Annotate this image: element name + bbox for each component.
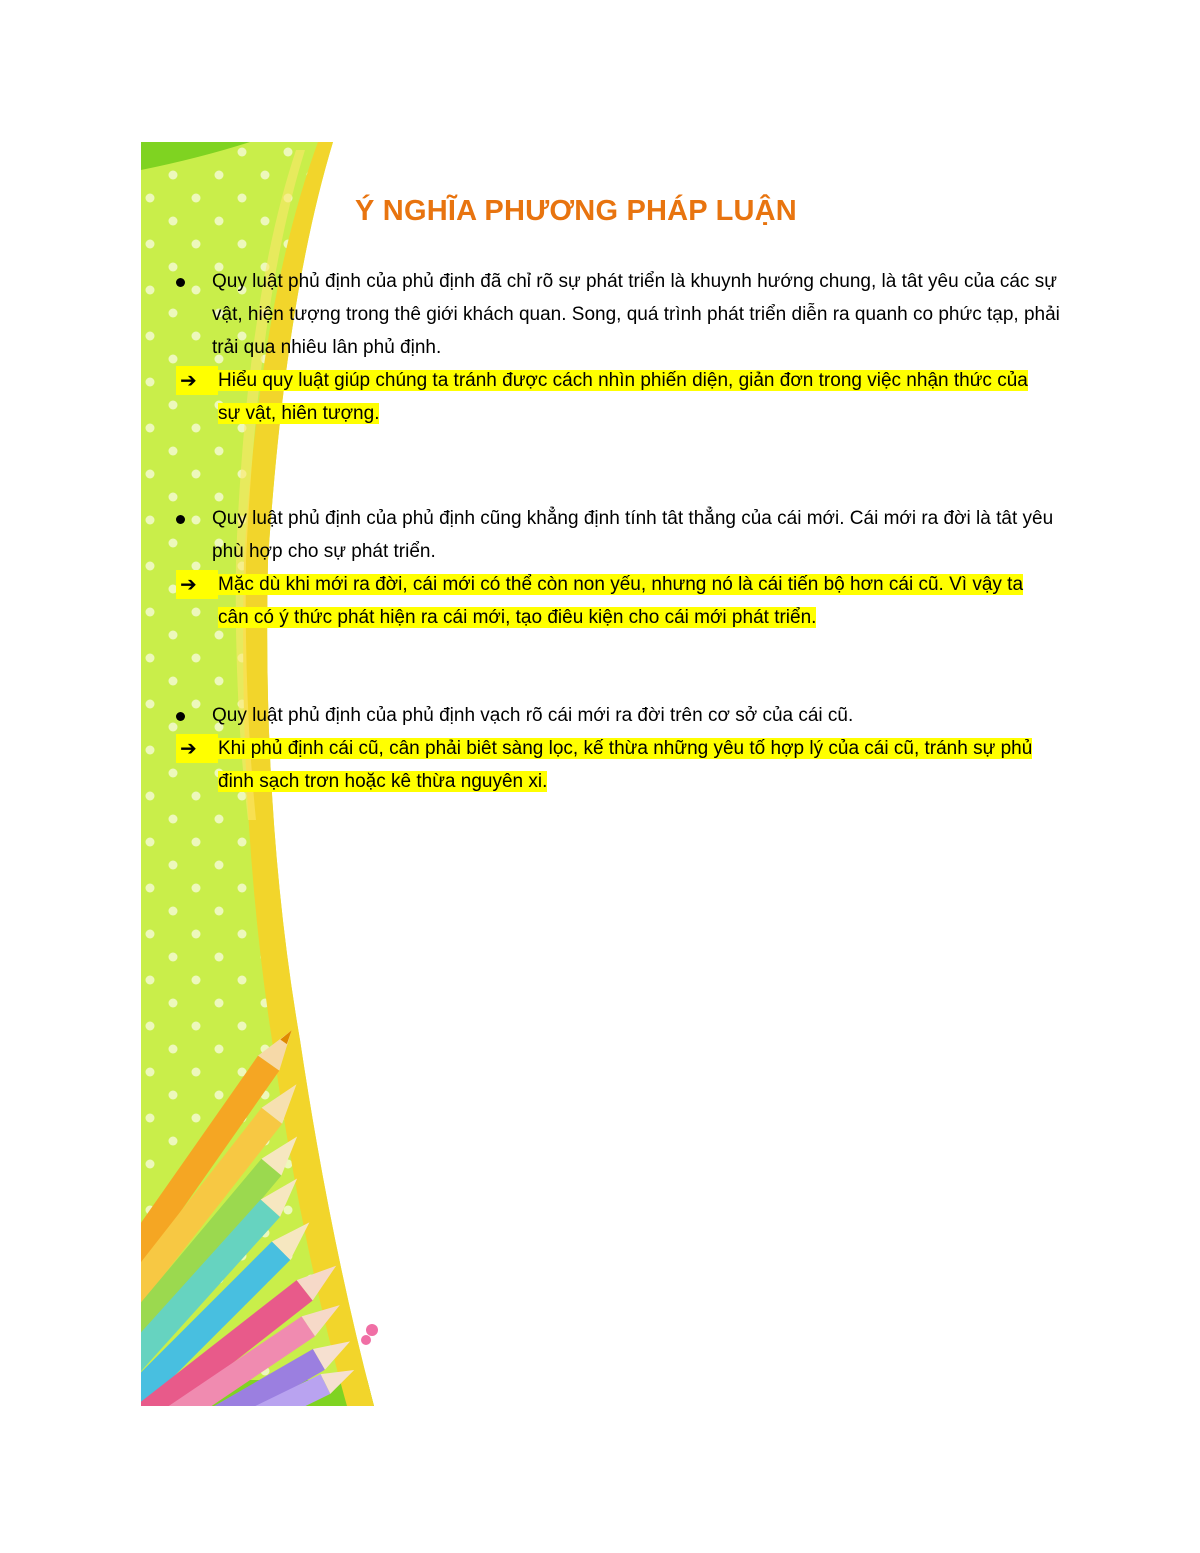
bullet-item [176,502,1076,568]
arrow-right-icon: ➔ [180,572,197,596]
bullet-text: Quy luật phủ định của phủ định vạch rõ cái mới ra đời trên cơ sở của cái cũ. [212,705,854,726]
conclusion-item [176,364,1076,430]
section-1 [176,265,1076,430]
conclusion-item [176,732,1076,798]
arrow-right-icon: ➔ [180,736,197,760]
bullet-item [176,699,1076,732]
highlighted-conclusion: Hiểu quy luật giúp chúng ta tránh được cách nhìn phiến diện, giản đơn trong việc nhận thức của sự vật, hiên tượng. [218,370,1028,424]
bullet-text: Quy luật phủ định của phủ định cũng khẳng định tính tât thẳng của cái mới. Cái mới ra đời là tât yêu phù hợp cho sự phát triển. [212,508,1054,562]
bullet-icon [176,515,185,524]
bullet-icon [176,278,185,287]
conclusion-item [176,568,1076,634]
section-2 [176,502,1076,634]
highlighted-conclusion: Mặc dù khi mới ra đời, cái mới có thể còn non yếu, nhưng nó là cái tiến bộ hơn cái cũ. Vì vậy ta cân có ý thức phát hiện ra cái mới, tạo điêu kiện cho cái mới phát triển. [218,574,1024,628]
bullet-text: Quy luật phủ định của phủ định đã chỉ rõ sự phát triển là khuynh hướng chung, là tât yêu của các sự vật, hiện tượng trong thê giới khách quan. Song, quá trình phát triển diễn ra quanh co phức tạp, phải trải qua nhiêu lân phủ định. [212,271,1060,358]
section-3 [176,699,1076,798]
page-title: Ý NGHĨA PHƯƠNG PHÁP LUẬN [355,195,797,227]
bullet-item [176,265,1076,364]
bullet-icon [176,712,185,721]
arrow-right-icon: ➔ [180,368,197,392]
highlighted-conclusion: Khi phủ định cái cũ, cân phải biêt sàng lọc, kế thừa những yêu tố hợp lý của cái cũ, tránh sự phủ đinh sạch trơn hoặc kê thừa nguyên xi. [218,738,1033,792]
